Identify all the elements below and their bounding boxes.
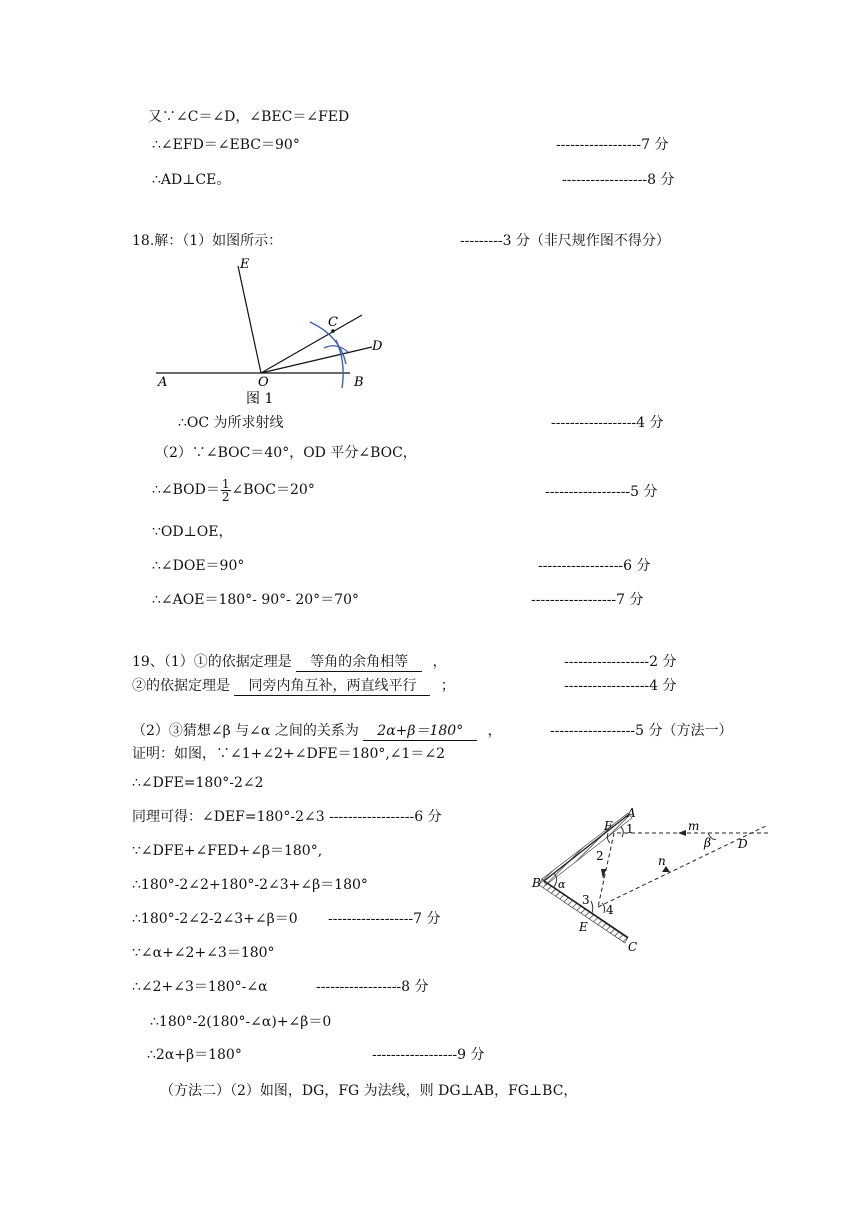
score-marker: ------------------6 分 bbox=[538, 558, 651, 574]
proof-text: ∠BOC＝20° bbox=[231, 482, 315, 498]
proof-line: 同理可得：∠DEF=180°-2∠3 ------------------6 分 bbox=[132, 809, 442, 825]
label-d: D bbox=[738, 837, 748, 851]
question-18-heading: 18.解：（1）如图所示： bbox=[132, 233, 283, 249]
proof-line-1: 又∵∠C＝∠D，∠BEC＝∠FED bbox=[148, 109, 350, 125]
fraction-one-half bbox=[221, 478, 231, 503]
proof-line: ∴180°-2∠2-2∠3+∠β＝0 bbox=[132, 911, 298, 927]
method-2-line: （方法二）（2）如图，DG，FG 为法线，则 DG⊥AB，FG⊥BC， bbox=[160, 1083, 578, 1099]
part-2-line: （2）∵∠BOC＝40°，OD 平分∠BOC， bbox=[155, 445, 417, 461]
label-beta: β bbox=[704, 836, 711, 850]
label-2: 2 bbox=[596, 849, 604, 863]
label-m: m bbox=[688, 819, 700, 833]
proof-line: ∵∠DFE+∠FED+∠β＝180°, bbox=[132, 843, 323, 859]
question-text: ， bbox=[487, 723, 502, 739]
question-19-part-3 bbox=[132, 722, 502, 741]
label-f: F bbox=[604, 819, 613, 833]
score-marker: ------------------4 分 bbox=[551, 415, 664, 431]
question-text: ， bbox=[432, 654, 447, 670]
label-a: A bbox=[158, 375, 168, 390]
question-text: ②的依据定理是 bbox=[132, 678, 230, 694]
score-marker: ------------------5 分（方法一） bbox=[550, 723, 733, 739]
proof-line-bod bbox=[152, 476, 315, 504]
proof-line-3: ∴AD⊥CE。 bbox=[152, 172, 231, 188]
score-marker: ------------------7 分 bbox=[531, 592, 644, 608]
proof-line-aoe: ∴∠AOE＝180°- 90°- 20°＝70° bbox=[152, 592, 359, 608]
label-e: E bbox=[240, 257, 250, 272]
angle-4-arc bbox=[602, 903, 605, 913]
proof-line-od-oe: ∵OD⊥OE， bbox=[152, 524, 233, 540]
score-marker: ------------------8 分 bbox=[562, 172, 675, 188]
label-b: B bbox=[354, 375, 364, 390]
label-e: E bbox=[579, 920, 588, 934]
proof-line: ∴∠DFE=180°-2∠2 bbox=[132, 775, 264, 791]
proof-line-oc: ∴OC 为所求射线 bbox=[178, 415, 284, 431]
fraction-denominator: 2 bbox=[221, 489, 230, 504]
proof-line: ∴180°-2(180°-∠α)+∠β＝0 bbox=[150, 1014, 332, 1030]
label-3: 3 bbox=[582, 893, 590, 907]
mirror-ab-surface bbox=[544, 815, 628, 881]
answer-blank: 等角的余角相等 bbox=[296, 654, 422, 672]
score-marker: ------------------8 分 bbox=[316, 979, 429, 995]
figure-2-mirror-reflection bbox=[528, 803, 778, 963]
ray-oe bbox=[238, 266, 261, 373]
question-text: 19、（1）①的依据定理是 bbox=[132, 654, 292, 670]
score-marker: ---------3 分（非尺规作图不得分） bbox=[460, 233, 670, 249]
proof-line-doe: ∴∠DOE＝90° bbox=[152, 558, 245, 574]
angle-3-arc bbox=[591, 901, 593, 913]
figure-caption: 图 1 bbox=[246, 391, 274, 407]
proof-line: ∴∠2+∠3＝180°-∠α bbox=[132, 979, 268, 995]
question-19-part-1 bbox=[132, 653, 447, 672]
proof-line-2: ∴∠EFD＝∠EBC＝90° bbox=[152, 137, 300, 153]
score-marker: ------------------4 分 bbox=[564, 678, 677, 694]
ray-fe bbox=[598, 833, 614, 907]
proof-line: ∴2α+β＝180° bbox=[147, 1047, 242, 1063]
question-text: ； bbox=[440, 678, 455, 694]
ray-od bbox=[261, 347, 372, 373]
score-marker: ------------------9 分 bbox=[372, 1047, 485, 1063]
label-c: C bbox=[628, 940, 638, 954]
label-4: 4 bbox=[606, 903, 614, 917]
answer-blank: 同旁内角互补，两直线平行 bbox=[234, 678, 430, 696]
label-alpha: α bbox=[558, 878, 566, 891]
question-text: （2）③猜想∠β 与∠α 之间的关系为 bbox=[132, 723, 359, 739]
score-marker: ------------------2 分 bbox=[564, 654, 677, 670]
question-19-part-2 bbox=[132, 677, 455, 696]
answer-blank: 2α+β＝180° bbox=[363, 723, 477, 741]
score-marker: ------------------7 分 bbox=[556, 137, 669, 153]
proof-line: ∴180°-2∠2+180°-2∠3+∠β＝180° bbox=[132, 877, 368, 893]
proof-line: 证明：如图，∵∠1+∠2+∠DFE＝180°,∠1＝∠2 bbox=[132, 746, 446, 762]
label-o: O bbox=[258, 375, 269, 390]
label-c: C bbox=[328, 315, 338, 330]
label-a: A bbox=[627, 806, 636, 820]
label-b: B bbox=[532, 876, 541, 890]
label-1: 1 bbox=[626, 822, 634, 836]
score-marker: ------------------7 分 bbox=[328, 911, 441, 927]
label-n: n bbox=[658, 854, 666, 868]
construction-arc bbox=[324, 346, 348, 352]
proof-text: ∴∠BOD＝ bbox=[152, 482, 220, 498]
arrow-head bbox=[678, 830, 686, 836]
score-marker: ------------------5 分 bbox=[545, 484, 658, 500]
figure-1-angle-construction bbox=[150, 252, 400, 412]
ray-oc bbox=[261, 315, 362, 373]
label-d: D bbox=[372, 339, 383, 354]
angle-1-arc bbox=[621, 827, 623, 837]
mirror-ab bbox=[542, 813, 632, 885]
proof-line: ∵∠α+∠2+∠3＝180° bbox=[132, 945, 275, 961]
fraction-numerator: 1 bbox=[221, 476, 230, 491]
arrow-head bbox=[601, 869, 606, 879]
